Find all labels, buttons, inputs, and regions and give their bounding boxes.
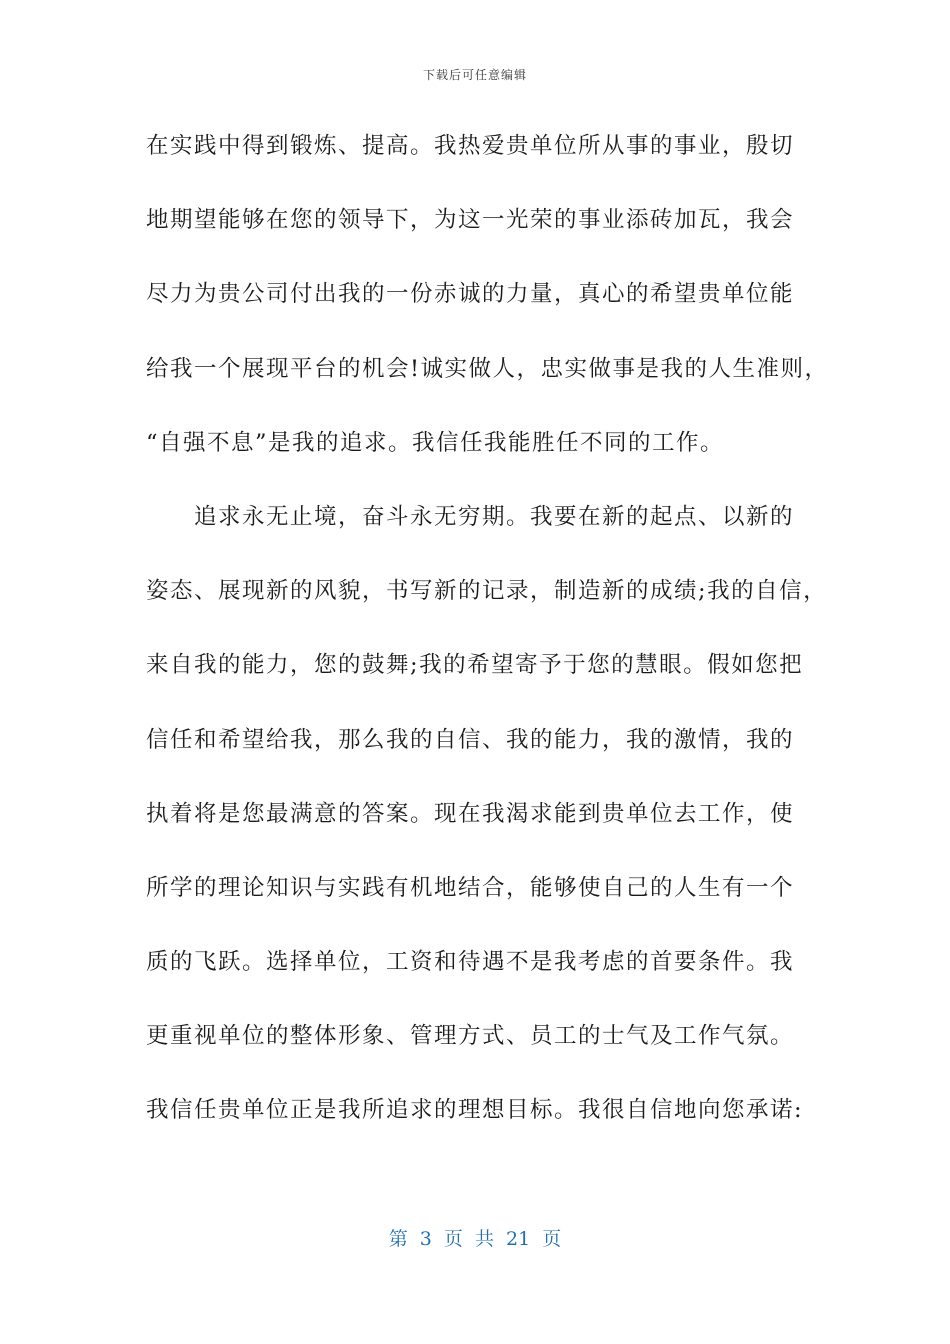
paragraph-start-line: 追求永无止境，奋斗永无穷期。我要在新的起点、以新的 (194, 503, 795, 530)
text-line: 姿态、展现新的风貌，书写新的记录，制造新的成绩;我的自信， (146, 578, 828, 605)
page-header: 下载后可任意编辑 (422, 68, 527, 82)
text-line: 来自我的能力，您的鼓舞;我的希望寄予于您的慧眼。假如您把 (146, 652, 804, 679)
text-line: 给我一个展现平台的机会!诚实做人，忠实做事是我的人生准则， (146, 355, 829, 382)
text-line: “自强不息”是我的追求。我信任我能胜任不同的工作。 (146, 429, 725, 456)
text-line: 所学的理论知识与实践有机地结合，能够使自己的人生有一个 (146, 874, 795, 901)
page-number-footer: 第 3 页 共 21 页 (388, 1228, 562, 1250)
text-line: 在实践中得到锻炼、提高。我热爱贵单位所从事的事业，殷切 (146, 133, 795, 159)
text-line: 我信任贵单位正是我所追求的理想目标。我很自信地向您承诺: (146, 1097, 804, 1124)
text-line: 信任和希望给我，那么我的自信、我的能力，我的激情，我的 (146, 726, 795, 753)
document-body (146, 124, 829, 1163)
text-line: 更重视单位的整体形象、管理方式、员工的士气及工作气氛。 (146, 1023, 795, 1050)
text-line: 尽力为贵公司付出我的一份赤诚的力量，真心的希望贵单位能 (146, 281, 795, 308)
text-line: 质的飞跃。选择单位，工资和待遇不是我考虑的首要条件。我 (146, 949, 795, 976)
text-line: 地期望能够在您的领导下，为这一光荣的事业添砖加瓦，我会 (146, 207, 795, 234)
text-line: 执着将是您最满意的答案。现在我渴求能到贵单位去工作，使 (146, 800, 795, 827)
